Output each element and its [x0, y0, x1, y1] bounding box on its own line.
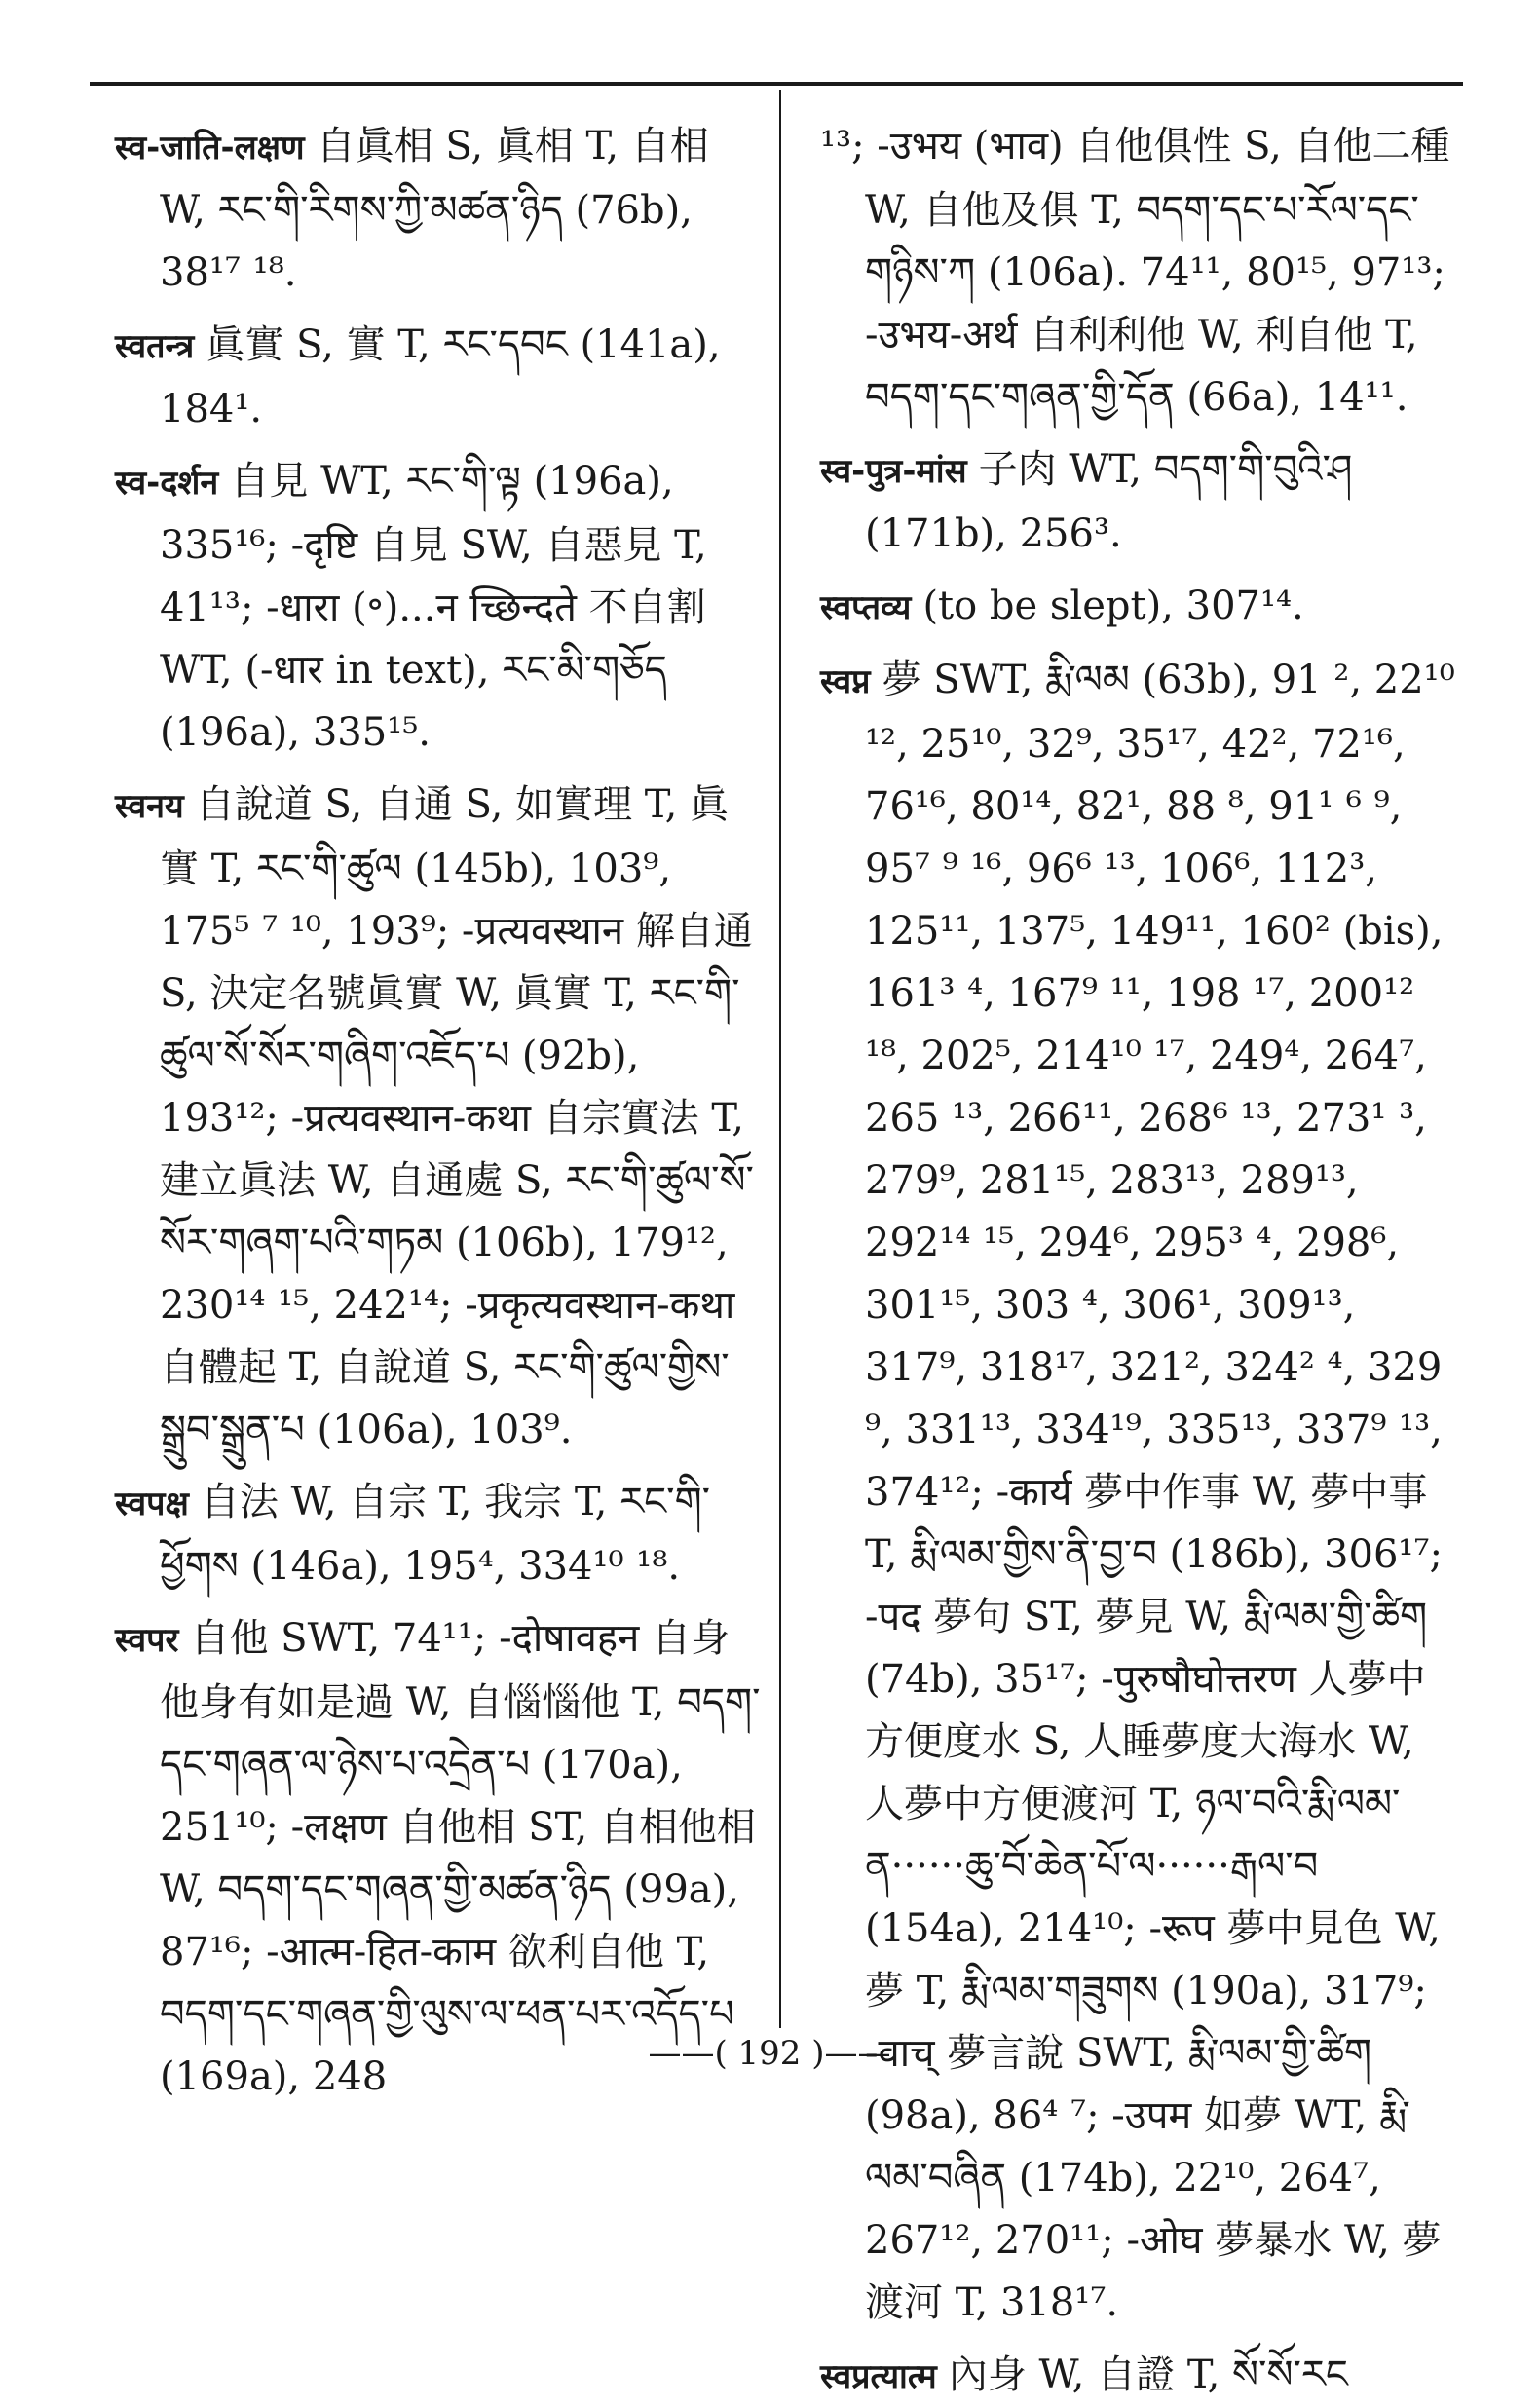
- dictionary-entry: [115, 314, 763, 440]
- entry-body: (to be slept), 307¹⁴.: [922, 583, 1304, 628]
- entry-body: 眞實 S, 實 T, རང་དབང (141a), 184¹.: [160, 322, 721, 432]
- right-column: [820, 115, 1463, 2397]
- dictionary-entry: [115, 773, 763, 1461]
- dictionary-entry: [820, 649, 1463, 2334]
- dictionary-entry-continued: [820, 115, 1463, 429]
- headword: स्व-दर्शन: [115, 464, 219, 503]
- headword: स्व-पुत्र-मांस: [820, 452, 967, 491]
- entry-body: 自法 W, 自宗 T, 我宗 T, རང་གི་ཕྱོགས (146a), 195⁴, 334¹⁰ ¹⁸.: [160, 1480, 711, 1589]
- entry-body: 內身 W, 自證 T, སོ་སོ་རང: [948, 2352, 1348, 2397]
- dictionary-entry: [820, 575, 1463, 639]
- entry-body: 自見 WT, རང་གི་ལྟ (196a), 335¹⁶; -दृष्टि 自見 SW, 自惡見 T, 41¹³; -धारा (॰)...न च्छिन्दते 不自割 WT, (-धार in text), རང་མི་གཅོད (196a), 335¹⁵.: [160, 459, 707, 755]
- page-number: ——( 192 )——: [648, 2034, 891, 2073]
- dictionary-entry: [115, 1471, 763, 1598]
- entry-body: 夢 SWT, རྨི་ལམ (63b), 91 ², 22¹⁰ ¹², 25¹⁰, 32⁹, 35¹⁷, 42², 72¹⁶, 76¹⁶, 80¹⁴, 82¹, 88 ⁸, 91¹ ⁶ ⁹, 95⁷ ⁹ ¹⁶, 96⁶ ¹³, 106⁶, 112³, 125¹¹, 137⁵, 149¹¹, 160² (bis), 161³ ⁴, 167⁹ ¹¹, 198 ¹⁷, 200¹² ¹⁸, 202⁵, 214¹⁰ ¹⁷, 249⁴, 264⁷, 265 ¹³, 266¹¹, 268⁶ ¹³, 273¹ ³, 279⁹, 281¹⁵, 283¹³, 289¹³, 292¹⁴ ¹⁵, 294⁶, 295³ ⁴, 298⁶, 301¹⁵, 303 ⁴, 306¹, 309¹³, 317⁹, 318¹⁷, 321², 324² ⁴, 329 ⁹, 331¹³, 334¹⁹, 335¹³, 337⁹ ¹³, 374¹²; -कार्य 夢中作事 W, 夢中事 T, རྨི་ལམ་གྱིས་ནི་བྱ་བ (186b), 306¹⁷; -पद 夢句 ST, 夢見 W, རྨི་ལམ་གྱི་ཚིག (74b), 35¹⁷; -पुरुषौघोत्तरण 人夢中方便度水 S, 人睡夢度大海水 W, 人夢中方便渡河 T, ཉལ་བའི་རྨི་ལམ་ན······ཆུ་བོ་ཆེན་པོ་ལ······རྒལ་བ (154a), 214¹⁰; -रूप 夢中見色 W, 夢 T, རྨི་ལམ་གཟུགས (190a), 317⁹; -वाच् 夢言說 SWT, རྨི་ལམ་གྱི་ཚིག (98a), 86⁴ ⁷; -उपम 如夢 WT, རྨི་ལམ་བཞིན (174b), 22¹⁰, 264⁷, 267¹², 270¹¹; -ओघ 夢暴水 W, 夢渡河 T, 318¹⁷.: [865, 658, 1455, 2325]
- headword: स्वनय: [115, 787, 184, 826]
- headword: स्वपक्ष: [115, 1485, 189, 1524]
- entry-body: 自眞相 S, 眞相 T, 自相 W, རང་གི་རིགས་ཀྱི་མཚན་ཉིད (76b), 38¹⁷ ¹⁸.: [160, 124, 709, 295]
- headword: स्वपर: [115, 1621, 179, 1660]
- headword: स्वप्रत्यात्म: [820, 2357, 937, 2396]
- dictionary-entry: [115, 115, 763, 304]
- left-column: [115, 115, 763, 2099]
- top-rule: [90, 82, 1463, 86]
- entry-body: 自他 SWT, 74¹¹; -दोषावहन 自身他身有如是過 W, 自惱惱他 T, བདག་དང་གཞན་ལ་ཉེས་པ་འདྲེན་པ (170a), 251¹⁰; -लक्षण 自他相 ST, 自相他相 W, བདག་དང་གཞན་གྱི་མཚན་ཉིད (99a), 87¹⁶; -आत्म-हित-काम 欲利自他 T, བདག་དང་གཞན་གྱི་ལུས་ལ་ཕན་པར་འདོད་པ (169a), 248: [160, 1616, 761, 2099]
- column-divider: [779, 90, 781, 2028]
- dictionary-entry: [820, 2344, 1463, 2408]
- entry-body: ¹³; -उभय (भाव) 自他俱性 S, 自他二種 W, 自他及俱 T, བདག་དང་པ་རོལ་དང་གཉིས་ཀ (106a). 74¹¹, 80¹⁵, 97¹³; -उभय-अर्थ 自利利他 W, 利自他 T, བདག་དང་གཞན་གྱི་དོན (66a), 14¹¹.: [820, 124, 1450, 420]
- headword: स्वप्तव्य: [820, 588, 912, 627]
- headword: स्व-जाति-लक्षण: [115, 129, 305, 168]
- dictionary-entry: [820, 438, 1463, 565]
- dictionary-entry: [115, 450, 763, 764]
- headword: स्वप्न: [820, 662, 871, 701]
- dictionary-entry: [115, 1607, 763, 2108]
- headword: स्वतन्त्र: [115, 327, 195, 366]
- entry-body: 子肉 WT, བདག་གི་བུའི་ཤ (171b), 256³.: [865, 447, 1353, 556]
- entry-body: 自說道 S, 自通 S, 如實理 T, 眞實 T, རང་གི་ཚུལ (145b), 103⁹, 175⁵ ⁷ ¹⁰, 193⁹; -प्रत्यवस्थान 解自通 S, 決定名號眞實 W, 眞實 T, རང་གི་ཚུལ་སོ་སོར་གཞིག་འཇོད་པ (92b), 193¹²; -प्रत्यवस्थान-कथा 自宗實法 T, 建立眞法 W, 自通處 S, རང་གི་ཚུལ་སོ་སོར་གཞག་པའི་གཏམ (106b), 179¹², 230¹⁴ ¹⁵, 242¹⁴; -प्रकृत्यवस्थान-कथा 自體起 T, 自說道 S, རང་གི་ཚུལ་གྱིས་སྒྲུབ་སྒྲུན་པ (106a), 103⁹.: [160, 782, 754, 1452]
